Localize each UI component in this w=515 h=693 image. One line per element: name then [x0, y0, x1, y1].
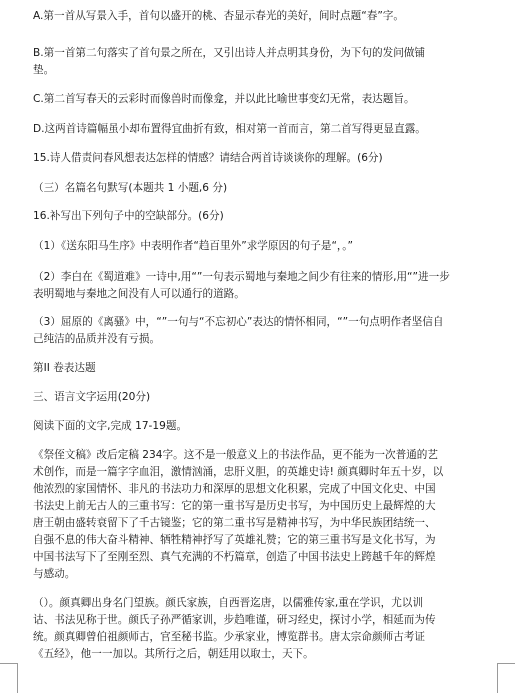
text-line: 15.诗人借责问春风想表达怎样的情感？请结合两首诗谈谈你的理解。(6分)	[33, 152, 383, 164]
text-line: 书法史上前无古人的三重书写：它的第一重书写是历史书写，为中国历史上最辉煌的大	[33, 500, 436, 512]
text-line: 诂、书法见称于世。颜氏子孙严循家训，步趋唯谨，研习经史，探讨小学，相延而为传	[33, 614, 436, 626]
text-line: 16.补写出下列句子中的空缺部分。(6分)	[33, 210, 224, 222]
text-line: （3）屈原的《离骚》中，“”一句与“不忘初心”表达的情怀相同，“”一句点明作者坚信自	[33, 316, 444, 328]
text-line: 他浓烈的家国情怀、非凡的书法功力和深厚的思想文化积累，完成了中国文化史、中国	[33, 483, 436, 495]
text-line: 唐王朝由盛转衰留下了千古镜鉴；它的第二重书写是精神书写，为中华民族团结统一、	[33, 517, 436, 529]
text-line: 术创作，而是一篇字字血泪，激情汹涌，忠肝义胆，的英雄史诗! 颜真卿时年五十岁，以	[33, 466, 444, 478]
crop-mark-bottom-right-v	[497, 663, 498, 693]
text-line: （）。颜真卿出身名门望族。颜氏家族，自西晋迄唐，以儒雅传家,重在学识，尤以训	[33, 597, 424, 609]
text-line: C.第二首写春天的云彩时而像兽时而像龛，并以此比喻世事变幻无常，表达题旨。	[33, 93, 415, 105]
text-line: 三、语言文字运用(20分)	[33, 391, 151, 403]
text-line: 阅读下面的文字,完成 17-19题。	[33, 420, 188, 432]
text-line: 《五经》，他一一加以。其所行之后，朝廷用以取士，天下。	[33, 648, 314, 660]
text-line: B.第一首第二句落实了首句景之所在，又引出诗人并点明其身份，为下句的发问做铺	[33, 47, 426, 59]
text-line: 与感动。	[33, 568, 76, 580]
text-line: 《祭侄文稿》改后定稿 234字。这不是一般意义上的书法作品，更不能为一次普通的艺	[33, 449, 438, 461]
text-line: （三）名篇名句默写(本题共 1 小题,6 分)	[33, 182, 228, 194]
text-line: 己纯洁的品质并没有亏损。	[33, 333, 161, 345]
text-line: 表明蜀地与秦地之间没有人可以通行的道路。	[33, 288, 245, 300]
text-line: （1）《送东阳马生序》中表明作者“趋百里外”求学原因的句子是“，。”	[33, 240, 354, 252]
crop-mark-bottom-left-v	[17, 663, 18, 693]
text-line: 中国书法写下了至刚至烈、真气充满的不朽篇章，创造了中国书法史上跨越千年的辉煌	[33, 551, 436, 563]
text-line: D.这两首诗篇幅虽小却布置得宜曲折有致，相对第一首而言，第二首写得更显直露。	[33, 123, 426, 135]
text-line: 垫。	[33, 64, 55, 76]
crop-mark-bottom-right-h	[497, 663, 515, 664]
text-line: 统。颜真卿曾伯祖颜师古，官至秘书监。少承家业，博览群书。唐太宗命颜师古考证	[33, 631, 425, 643]
text-line: 自强不息的伟大奋斗精神、牺牲精神抒写了英雄礼赞；它的第三重书写是文化书写，为	[33, 534, 436, 546]
text-line: A.第一首从写景入手，首句以盛开的桃、杏显示春光的美好，间时点题“春”字。	[33, 10, 404, 22]
text-line: （2）李白在《蜀道难》一诗中,用“”一句表示蜀地与秦地之间少有往来的情形,用“”进一步	[33, 271, 450, 283]
crop-mark-bottom-left-h	[0, 663, 17, 664]
text-line: 第II 卷表达题	[33, 362, 96, 374]
